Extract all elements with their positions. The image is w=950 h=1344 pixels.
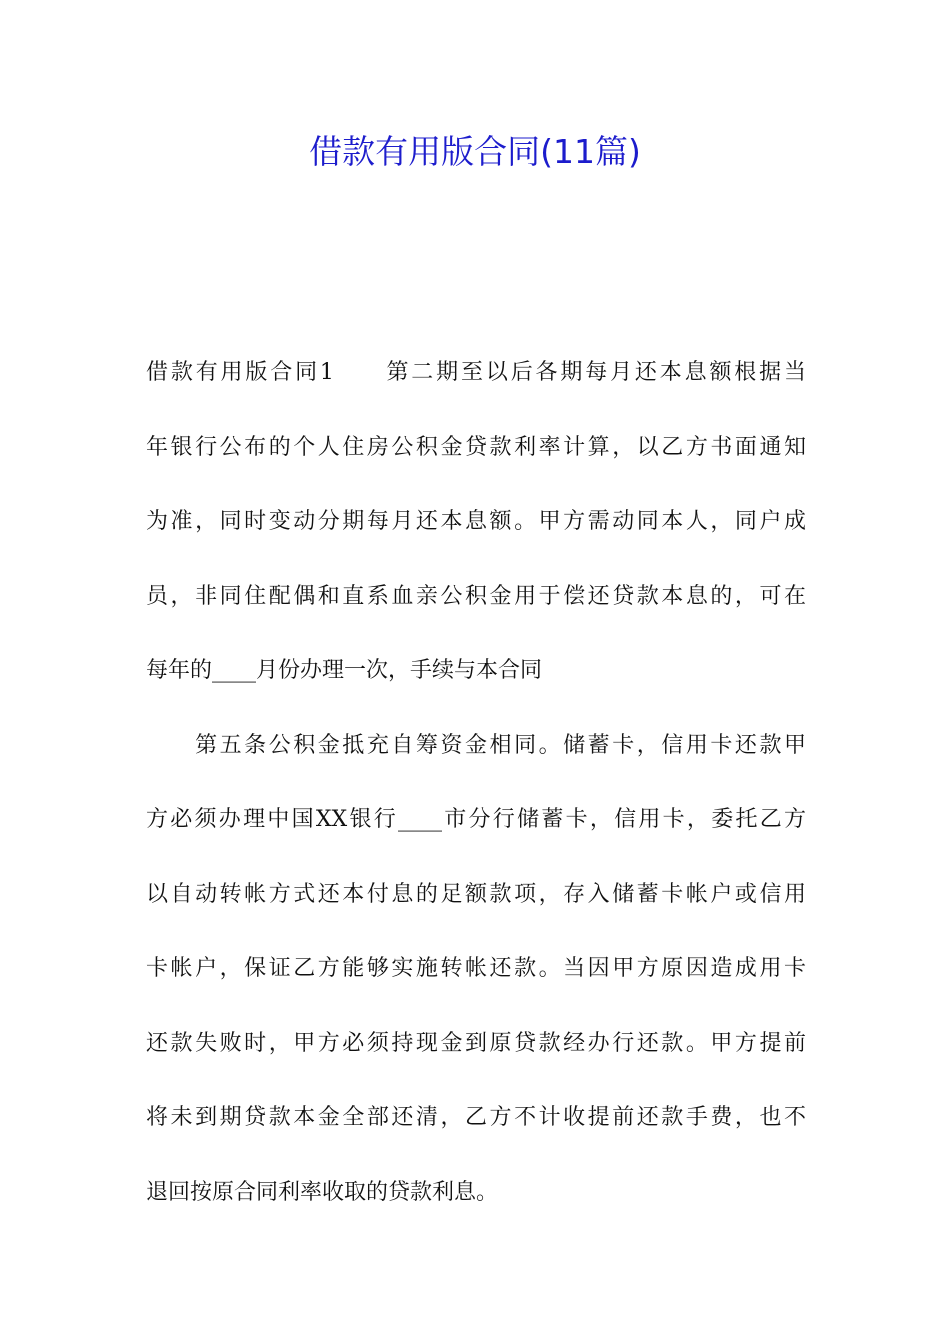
body-line: 每年的____月份办理一次，手续与本合同 (146, 658, 543, 683)
document-body (146, 336, 806, 1230)
document-title: 借款有用版合同(11篇) (309, 132, 641, 171)
body-line: 方必须办理中国XX银行____市分行储蓄卡，信用卡，委托乙方 (146, 807, 806, 832)
body-line: 年银行公布的个人住房公积金贷款利率计算，以乙方书面通知 (146, 434, 806, 460)
body-line: 退回按原合同利率收取的贷款利息。 (146, 1179, 499, 1205)
body-line: 员，非同住配偶和直系血亲公积金用于偿还贷款本息的，可在 (146, 583, 806, 609)
body-line: 还款失败时，甲方必须持现金到原贷款经办行还款。甲方提前 (146, 1030, 806, 1056)
body-line: 借款有用版合同1 第二期至以后各期每月还本息额根据当 (146, 360, 806, 385)
body-line: 第五条公积金抵充自筹资金相同。储蓄卡，信用卡还款甲 (146, 732, 806, 758)
body-line: 以自动转帐方式还本付息的足额款项，存入储蓄卡帐户或信用 (146, 881, 806, 907)
body-line: 为准，同时变动分期每月还本息额。甲方需动同本人，同户成 (146, 509, 806, 534)
body-line: 卡帐户，保证乙方能够实施转帐还款。当因甲方原因造成用卡 (146, 956, 806, 981)
body-line: 将未到期贷款本金全部还清，乙方不计收提前还款手费，也不 (146, 1105, 806, 1130)
